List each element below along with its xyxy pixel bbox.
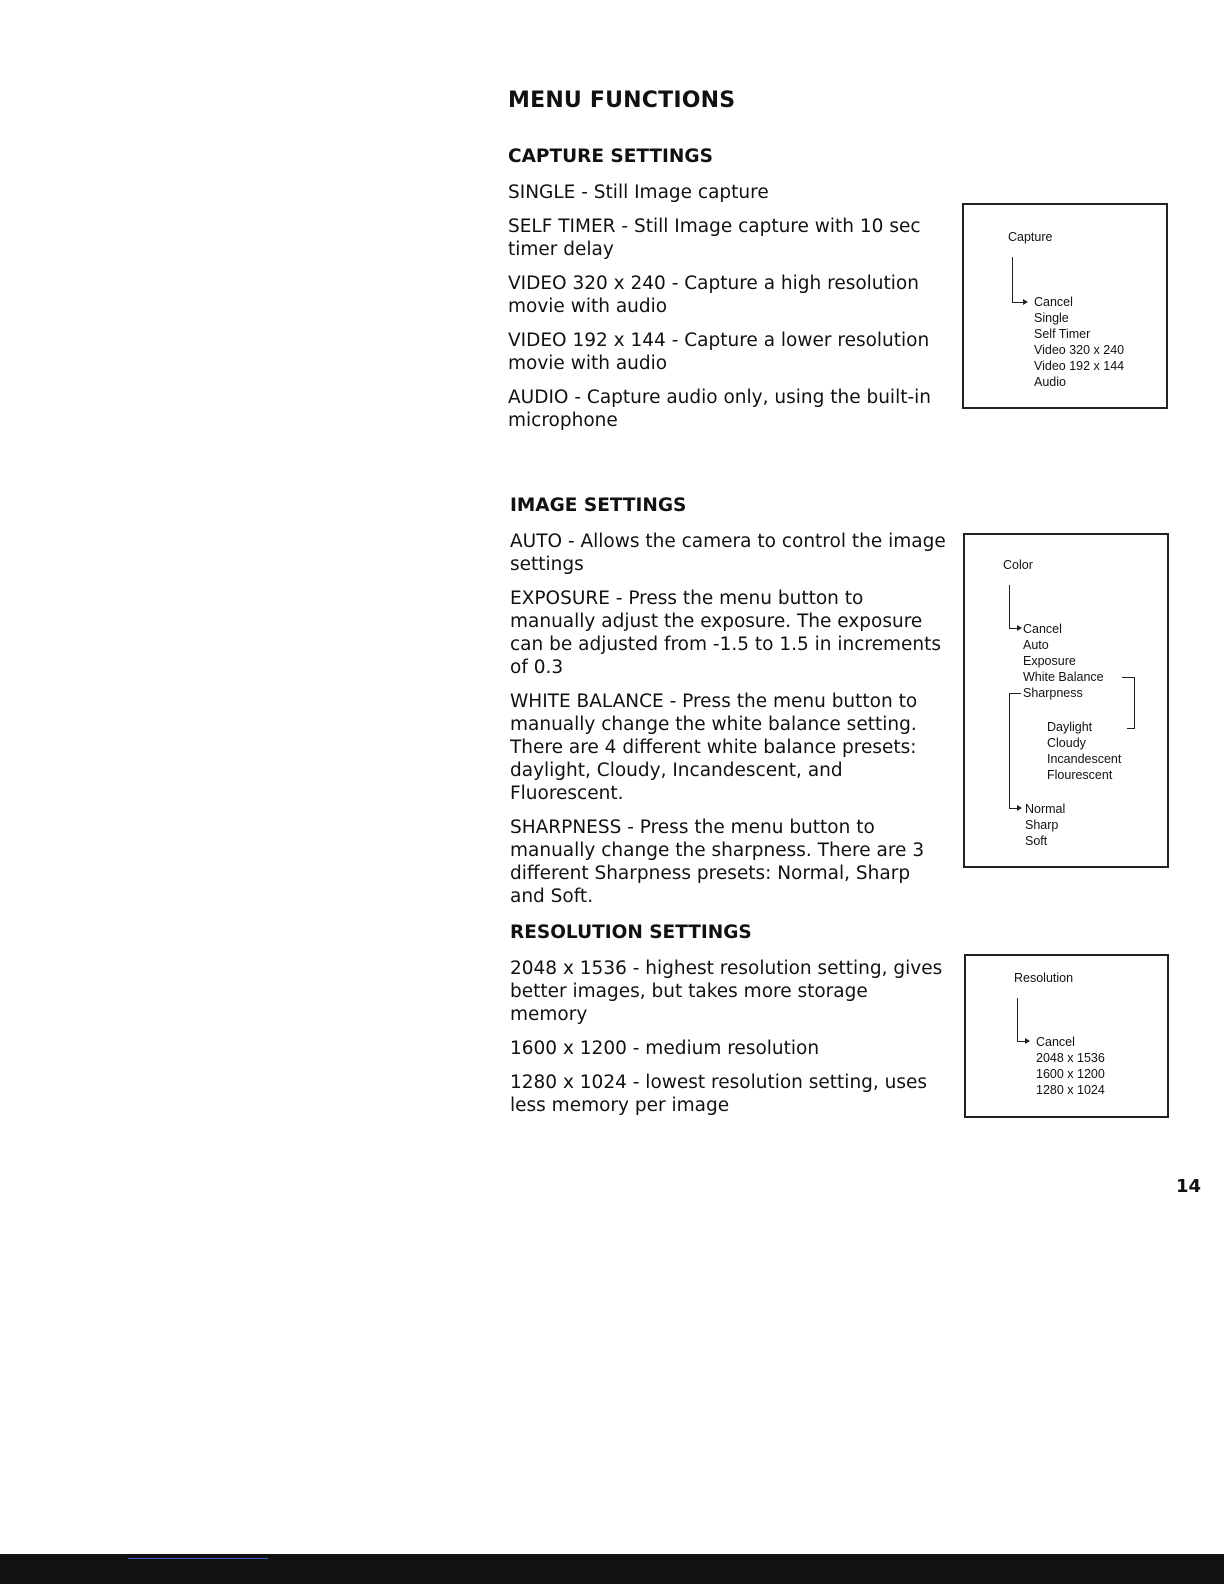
resolution-item-1280: 1280 x 1024 - lowest resolution setting, uses less memory per image: [510, 1072, 928, 1116]
image-item-white-balance: WHITE BALANCE - Press the menu button to manually change the white balance setting. There are 4 different white balance presets: daylight, Cloudy, Incandescent, and Fluorescent.: [510, 691, 918, 804]
sharpness-option-normal: Normal: [1025, 802, 1066, 816]
arrow-icon: [1017, 625, 1022, 631]
capture-item-single: SINGLE - Still Image capture: [508, 182, 769, 203]
page-title: MENU FUNCTIONS: [508, 88, 736, 113]
capture-diagram-connector: [1012, 257, 1013, 303]
resolution-diagram-title: Resolution: [1014, 971, 1074, 985]
resolution-settings-heading: RESOLUTION SETTINGS: [510, 922, 752, 943]
wb-option-flourescent: Flourescent: [1047, 768, 1113, 782]
resolution-menu-diagram: [964, 954, 1169, 1118]
color-diagram-title: Color: [1003, 558, 1033, 572]
color-option-white-balance: White Balance: [1023, 670, 1104, 684]
image-item-exposure: EXPOSURE - Press the menu button to manually adjust the exposure. The exposure can be adjusted from -1.5 to 1.5 in increments of 0.3: [510, 588, 942, 678]
image-item-auto: AUTO - Allows the camera to control the image settings: [510, 531, 946, 575]
wb-option-incandescent: Incandescent: [1047, 752, 1122, 766]
resolution-settings-section: [510, 922, 950, 1128]
resolution-item-1600: 1600 x 1200 - medium resolution: [510, 1038, 820, 1059]
arrow-icon: [1025, 1038, 1030, 1044]
color-option-sharpness: Sharpness: [1023, 686, 1083, 700]
color-menu-diagram: [963, 533, 1169, 868]
sharpness-option-sharp: Sharp: [1025, 818, 1059, 832]
resolution-option-1280: 1280 x 1024: [1036, 1083, 1105, 1097]
capture-option-cancel: Cancel: [1034, 295, 1073, 309]
capture-settings-section: [508, 146, 948, 443]
arrow-icon: [1023, 299, 1028, 305]
color-option-cancel: Cancel: [1023, 622, 1062, 636]
resolution-option-1600: 1600 x 1200: [1036, 1067, 1105, 1081]
capture-menu-diagram: [962, 203, 1168, 409]
capture-item-self-timer: SELF TIMER - Still Image capture with 10 sec timer delay: [508, 216, 921, 260]
resolution-option-cancel: Cancel: [1036, 1035, 1075, 1049]
sharpness-option-soft: Soft: [1025, 834, 1048, 848]
capture-option-single: Single: [1034, 311, 1069, 325]
capture-item-video-low: VIDEO 192 x 144 - Capture a lower resolution movie with audio: [508, 330, 930, 374]
capture-item-audio: AUDIO - Capture audio only, using the built-in microphone: [508, 387, 932, 431]
image-settings-heading: IMAGE SETTINGS: [510, 495, 687, 516]
wb-option-cloudy: Cloudy: [1047, 736, 1086, 750]
color-option-auto: Auto: [1023, 638, 1049, 652]
capture-settings-heading: CAPTURE SETTINGS: [508, 146, 713, 167]
resolution-item-2048: 2048 x 1536 - highest resolution setting, gives better images, but takes more storage memory: [510, 958, 943, 1025]
color-option-exposure: Exposure: [1023, 654, 1076, 668]
capture-option-self-timer: Self Timer: [1034, 327, 1091, 341]
image-item-sharpness: SHARPNESS - Press the menu button to manually change the sharpness. There are 3 different Sharpness presets: Normal, Sharp and Soft.: [510, 817, 925, 907]
capture-item-video-high: VIDEO 320 x 240 - Capture a high resolution movie with audio: [508, 273, 919, 317]
image-settings-section: [510, 495, 950, 919]
capture-diagram-title: Capture: [1008, 230, 1053, 244]
resolution-option-2048: 2048 x 1536: [1036, 1051, 1105, 1065]
page-number: 14: [1176, 1176, 1202, 1197]
wb-option-daylight: Daylight: [1047, 720, 1093, 734]
capture-option-video-192: Video 192 x 144: [1034, 359, 1125, 373]
capture-option-video-320: Video 320 x 240: [1034, 343, 1125, 357]
capture-option-audio: Audio: [1034, 375, 1066, 389]
bottom-accent-line: [128, 1558, 268, 1559]
arrow-icon: [1017, 805, 1022, 811]
